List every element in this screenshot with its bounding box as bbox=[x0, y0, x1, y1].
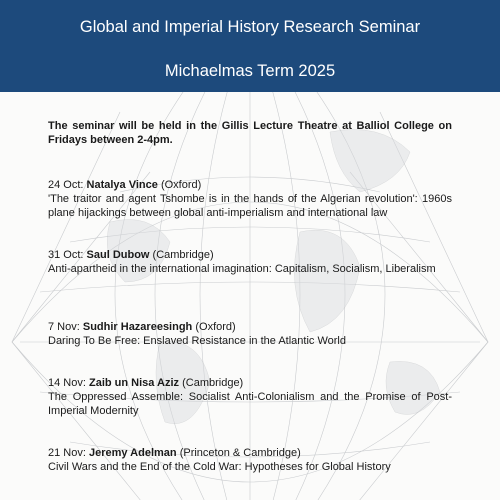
event-item bbox=[48, 446, 452, 474]
event-date: 21 Nov: bbox=[48, 447, 86, 459]
event-line bbox=[48, 376, 452, 390]
event-date: 24 Oct: bbox=[48, 179, 84, 191]
event-line bbox=[48, 178, 452, 192]
event-date: 31 Oct: bbox=[48, 249, 84, 261]
event-speaker: Natalya Vince bbox=[86, 179, 158, 191]
event-title: Daring To Be Free: Enslaved Resistance in the Atlantic World bbox=[48, 335, 346, 347]
event-item bbox=[48, 178, 452, 220]
event-line bbox=[48, 446, 452, 460]
event-affiliation: (Princeton & Cambridge) bbox=[179, 447, 301, 459]
event-date: 7 Nov: bbox=[48, 321, 80, 333]
event-item bbox=[48, 248, 452, 276]
event-speaker: Sudhir Hazareesingh bbox=[82, 321, 193, 333]
term-title: Michaelmas Term 2025 bbox=[164, 62, 336, 80]
event-speaker: Zaib un Nisa Aziz bbox=[88, 377, 180, 389]
event-title: Anti-apartheid in the international imagination: Capitalism, Socialism, Liberalism bbox=[48, 263, 436, 275]
event-affiliation: (Cambridge) bbox=[152, 249, 214, 261]
poster-body bbox=[0, 92, 500, 500]
venue-intro: The seminar will be held in the Gillis Lecture Theatre at Balliol College on Fridays between 2-4pm. bbox=[48, 120, 452, 146]
globe-projection-background bbox=[0, 92, 500, 500]
event-speaker: Jeremy Adelman bbox=[88, 447, 177, 459]
seminar-title: Global and Imperial History Research Seminar bbox=[79, 18, 421, 36]
event-title: Civil Wars and the End of the Cold War: Hypotheses for Global History bbox=[48, 461, 391, 473]
event-affiliation: (Oxford) bbox=[195, 321, 236, 333]
event-title: 'The traitor and agent Tshombe is in the hands of the Algerian revolution': 1960s plane hijackings between global anti-imperialism and international law bbox=[48, 193, 452, 219]
event-line bbox=[48, 320, 452, 334]
event-date: 14 Nov: bbox=[48, 377, 86, 389]
event-affiliation: (Cambridge) bbox=[182, 377, 244, 389]
event-line bbox=[48, 248, 452, 262]
event-affiliation: (Oxford) bbox=[160, 179, 202, 191]
seminar-header bbox=[0, 0, 500, 92]
event-speaker: Saul Dubow bbox=[86, 249, 150, 261]
event-item bbox=[48, 376, 452, 418]
event-item bbox=[48, 320, 452, 348]
event-title: The Oppressed Assemble: Socialist Anti-Colonialism and the Promise of Post-Imperial Modernity bbox=[48, 391, 452, 417]
